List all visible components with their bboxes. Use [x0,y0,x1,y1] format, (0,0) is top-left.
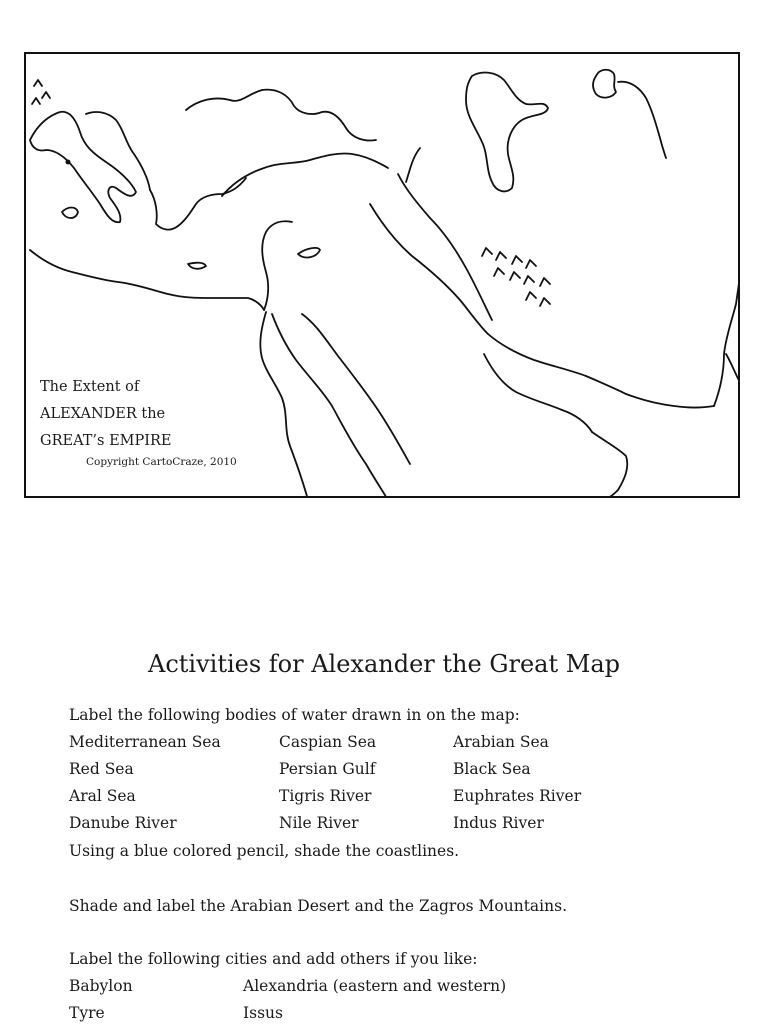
desert-instruction: Shade and label the Arabian Desert and the Zagros Mountains. [69,897,567,915]
water-body-item: Red Sea [69,760,134,778]
cyprus [298,248,320,258]
red-sea-east [302,314,410,464]
map-title [40,374,172,455]
red-sea-west [272,314,388,498]
tigris-river [398,174,492,320]
water-body-item: Arabian Sea [453,733,549,751]
water-body-item: Nile River [279,814,359,832]
water-body-item: Aral Sea [69,787,136,805]
tigris-branch [406,148,420,182]
map-title-line: The Extent of [40,379,140,395]
persian-gulf-north [488,334,626,394]
map-copyright: Copyright CartoCraze, 2010 [86,456,237,468]
cities-instruction: Label the following cities and add others if you like: [69,950,478,968]
map-frame [24,52,740,498]
arabian-peninsula-east [626,394,714,408]
euphrates-river [370,204,488,334]
alps-mountain-marks [32,80,50,104]
black-sea-north [186,90,376,141]
crete [188,263,206,269]
water-body-item: Danube River [69,814,177,832]
city-item: Alexandria (eastern and western) [243,977,507,995]
city-item: Babylon [69,977,133,995]
arabia-coast [592,432,627,498]
sicily [62,208,78,219]
city-item: Issus [243,1004,283,1022]
aral-sea [593,70,616,98]
water-body-item: Indus River [453,814,544,832]
city-item: Tyre [69,1004,105,1022]
coastline-instruction: Using a blue colored pencil, shade the coastlines. [69,842,460,860]
indus-branch [726,354,740,386]
aral-river [618,82,666,158]
water-body-item: Euphrates River [453,787,582,805]
map-title-line: GREAT’s EMPIRE [40,433,172,449]
water-body-item: Caspian Sea [279,733,377,751]
balkan-coast [86,112,150,190]
persian-gulf-south [484,354,592,432]
water-instruction: Label the following bodies of water drawn in on the map: [69,706,520,724]
zagros-mountain-marks [482,248,550,306]
water-body-item: Persian Gulf [279,760,376,778]
caspian-sea [466,73,548,192]
activities-title: Activities for Alexander the Great Map [147,650,621,678]
black-sea-south [222,153,388,196]
water-body-item: Black Sea [453,760,531,778]
map-title-line: ALEXANDER the [40,406,166,422]
city-dot [66,160,71,165]
indus-river [714,262,740,406]
water-body-item: Tigris River [279,787,372,805]
africa-coast [30,250,264,310]
levant-coast [262,221,292,310]
water-body-item: Mediterranean Sea [69,733,221,751]
